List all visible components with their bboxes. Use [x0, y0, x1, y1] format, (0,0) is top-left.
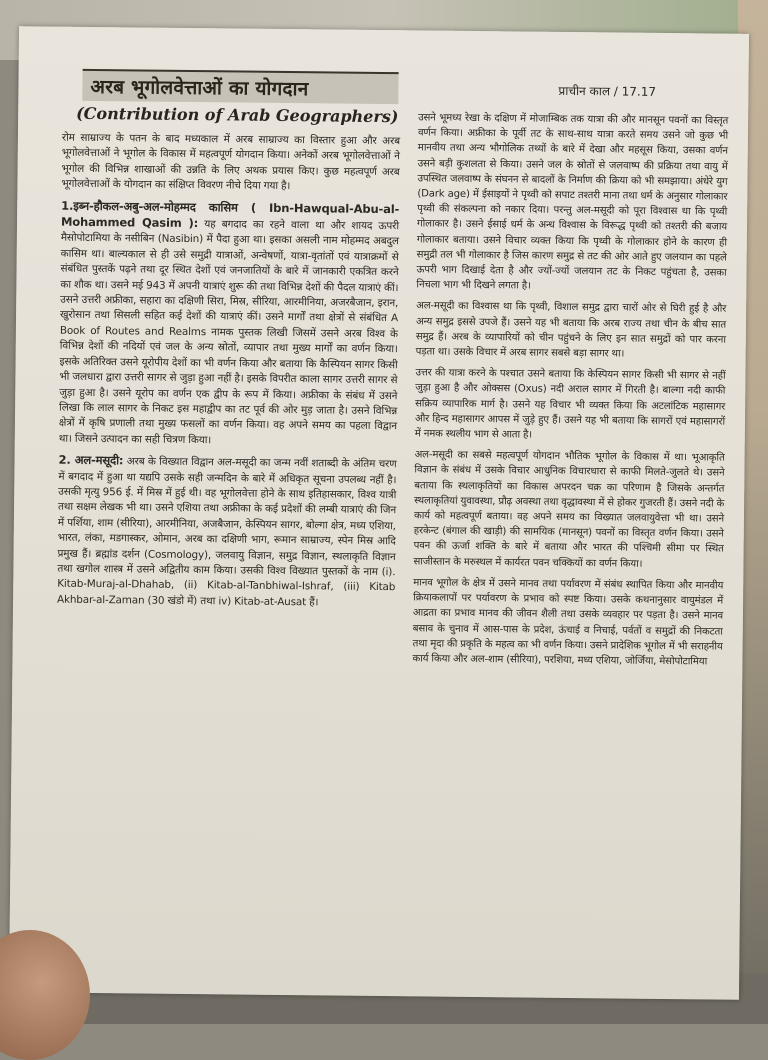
page-header: प्राचीन काल / 17.17 [558, 83, 657, 99]
right-paragraph-3: उत्तर की यात्रा करने के पश्चात उसने बताया कि केस्पियन सागर किसी भी सागर से नहीं जुड़ा हुआ है और ओक्सस (Oxus) नदी अराल सागर में गिरती है। बाल्गा नदी काफी सक्रिय व्यापारिक मार्ग है। उसने यह विचार भी व्यक्त किया कि अटलांटिक महासागर और हिन्द महासागर आपस में जुड़े हुए हैं। उसने यह भी बताया कि सागरों एवं महासागरों में नमक स्थलीय भाग से आता है। [414, 367, 726, 441]
page-title-english: (Contribution of Arab Geographers) [76, 103, 399, 127]
item2-paragraph [57, 453, 397, 612]
heading-box [82, 69, 398, 104]
right-paragraph-5: मानव भूगोल के क्षेत्र में उसने मानव तथा पर्यावरण में संबंध स्थापित किया और मानवीय क्रियाकलापों पर पर्यावरण के प्रभाव को स्पष्ट किया। उसके कथनानुसार वायुमंडल में आद्रता का प्रभाव मानव की जीवन शैली तथा उसके व्यवहार पर पड़ता है। उसने मानव बसाव के चुनाव में आस-पास के प्रदेश, ऊंचाई व निचाई, पर्वतों व समुद्रों की निकटता तथा मृदा की प्रकृति के महत्व का भी वर्णन किया। उसने प्रादेशिक भूगोल में भी सराहनीय कार्य किया और अल-शाम (सीरिया), परशिया, मध्य एशिया, जोर्जिया, मेसोपोटामिया [412, 577, 724, 668]
right-paragraph-2: अल-मसूदी का विश्वास था कि पृथ्वी, विशाल समुद्र द्वारा चारों ओर से घिरी हुई है और अन्य समुद्र इससे उपजे हैं। उसने यह भी बताया कि अरब राज्य तथा चीन के बीच सात समुद्र हैं। अरब के व्यापारियों को चीन पहुंचने के लिए इन सात समुद्रों को पार करना पड़ता था। उसके विचार में अरब सागर सबसे बड़ा सागर था। [415, 300, 727, 360]
item1-paragraph [59, 198, 400, 450]
right-paragraph-4: अल-मसूदी का सबसे महत्वपूर्ण योगदान भौतिक भूगोल के विकास में था। भूआकृति विज्ञान के संबंध में उसके विचार आधुनिक विचारधारा से काफी मिलते-जुलते थे। उसने बताया कि स्थलाकृतियों का विकास अपरदन चक्र का परिणाम है जिसके अन्तर्गत स्थलाकृतियां युवावस्था, प्रौढ़ अवस्था तथा वृद्धावस्था में से होकर गुजरती हैं। उसने नदी के कार्य को महत्वपूर्ण बताया। वह अपने समय का विख्यात जलवायुवेत्ता भी था। उसने हरकेन्ट (बंगाल की खाड़ी) की सामयिक (मानसून) पवनों का विस्तृत वर्णन किया। उसने पवन की ऊर्जा शक्ति के बारे में बताया और भारत की पश्चिमी सीमा पर स्थित साजीस्तान के मरुस्थल में कार्यरत पवन चक्कियों का वर्णन किया। [413, 449, 725, 570]
item2-title: 2. अल-मसूदी: [58, 452, 124, 468]
item2-body: अरब के विख्यात विद्वान अल-मसूदी का जन्म नवीं शताब्दी के अंतिम चरण में बगदाद में हुआ था यद्यपि उसके सही जन्मदिन के बारे में अधिकृत सूचना उपलब्ध नहीं है। उसकी मृत्यु 956 ई. में मिस्र में हुई थी। वह भूगोलवेत्ता होने के साथ इतिहासकार, विश्व यात्री तथा सक्षम लेखक भी था। उसने एशिया तथा अफ्रीका के कई प्रदेशों की लम्बी यात्राएं की जिन में पर्शिया, शाम (सीरिया), आरमीनिया, अजबैजान, केस्पियन सागर, बोल्गा क्षेत्र, मध्य एशिया, भारत, लंका, मडगास्कर, ओमान, अरब का दक्षिणी भाग, रूमान साम्राज्य, स्पेन मिस्र आदि प्रमुख हैं। ब्रह्मांड दर्शन (Cosmology), जलवायु विज्ञान, समुद्र विज्ञान, स्थलाकृति विज्ञान तथा खगोल शास्त्र में उसने अद्वितीय काम किया। उसकी विश्व विख्यात पुस्तकों के नाम (i). Kitab-Muraj-al-Dhahab, (ii) Kitab-al-Tanbhiwal-Ishraf, (iii) Kitab Akhbar-al-Zaman (30 खंडो में) तथा iv) Kitab-at-Ausat हैं। [57, 455, 397, 609]
right-paragraph-1: उसने भूमध्य रेखा के दक्षिण में मोजाम्बिक तक यात्रा की और मानसून पवनों का विस्तृत वर्णन किया। अफ्रीका के पूर्वी तट के साथ-साथ यात्रा करते समय उसने जो कुछ भी मानवीय तथा अन्य भौगोलिक तथ्यों के बारे में देखा और महसूस किया, उसका वर्णन उसने बड़ी कुशलता से किया। उसने जल के स्रोतों से जलवाष्प की प्रक्रिया तथा वायु में उपस्थित जलवाष्प के संघनन से बादलों के निर्माण की क्रिया को भी समझाया। अंधेरे युग (Dark age) में ईसाइयों ने पृथ्वी को सपाट तश्तरी माना तथा धर्म के अनुसार गोलाकार पृथ्वी की संकल्पना को नकार दिया। परन्तु अल-मसूदी को पूरा विश्वास था कि पृथ्वी गोलाकार है। उसने ईसाई धर्म के अन्ध विश्वास के विरूद्ध पृथ्वी को तश्तरी की बजाय गोलाकार बताया। उसने विचार व्यक्त किया कि पृथ्वी के गोलाकार होने के कारण ही समुद्री तल भी गोलाकार है जिस कारण समुद्र से तट की ओर आते हुए जलयान का पहले ऊपरी भाग दिखाई देता है और ज्यों-ज्यों जलयान तट के निकट पहुंचता है, उसका निचला भाग भी दिखने लगता है। [416, 112, 729, 292]
book-page [9, 26, 749, 1000]
right-column [412, 110, 728, 675]
left-column [57, 69, 401, 618]
item1-title: 1.इब्न-हौकल-अबु-अल-मोहम्मद कासिम ( Ibn-Hawqual-Abu-al-Mohammed Qasim ): [60, 198, 400, 231]
item1-body: यह बगदाद का रहने वाला था और शायद ऊपरी मैसोपोटामिया के नसीबिन (Nasibin) में पैदा हुआ था। इसका असली नाम मोहम्मद अबदुल कासिम था। बाल्यकाल से ही उसे समुद्री यात्राओं, अन्वेषणों, यात्रा-वृतांतों एवं यात्राक्रमों से संबंधित पुस्तकें पढ़ने तथा दूर स्थित देशों एवं जनजातियों के बारे में जानकारी एकत्रित करने का शौक था। उसने मई 943 में अपनी यात्राएं शुरू की तथा विभिन्न देशों की पैदल यात्राएं कीं। उसने उत्तरी अफ्रीका, सहारा का दक्षिणी सिरा, मिस्र, सीरिया, आरमीनिया, अजरबैजान, इरान, खुरोसान तथा सिसली सहित कई देशों की यात्राएं कीं। उसने मार्गों तथा क्षेत्रों से संबंधित A Book of Routes and Realms नामक पुस्तक लिखी जिसमें उसने अरब विश्व के विभिन्न देशों की नदियों एवं जल के अन्य स्रोतों, व्यापार तथा मुख्य मार्गों का वर्णन किया। इसके अतिरिक्त उसने यूरोपीय देशों का भी वर्णन किया और बताया कि कैस्पियन सागर किसी भी जलधारा द्वारा उत्तरी सागर से जुड़ा हुआ नहीं है। इसके विपरीत काला सागर उत्तरी सागर से जुड़ा हुआ है। उसने यूरोप का वर्णन एक द्वीप के रूप में किया। अफ्रीका के संबंध में उसने लिखा कि लाल सागर के निकट इस महाद्वीप का तट पूर्व की ओर मुड़ जाता है। उसने विभिन्न क्षेत्रों में कृषि प्रणाली तथा मुख्य फसलों का वर्णन किया। वह अपने समय का पहला विद्वान था। जिसने उत्पादन का सही चित्रण किया। [58, 218, 400, 446]
intro-paragraph: रोम साम्राज्य के पतन के बाद मध्यकाल में अरब साम्राज्य का विस्तार हुआ और अरब भूगोलवेत्ताओं ने भूगोल के विकास में महत्वपूर्ण योगदान किया। अनेकों अरब भूगोलवेत्ताओं ने भूगोल की विभिन्न शाखाओं की उन्नति के लिए अथक प्रयास किए। कुछ महत्वपूर्ण अरब भूगोलवेत्ताओं के योगदान का संक्षिप्त विवरण नीचे दिया गया है। [61, 131, 400, 193]
page-title-hindi: अरब भूगोलवेत्ताओं का योगदान [90, 75, 309, 101]
